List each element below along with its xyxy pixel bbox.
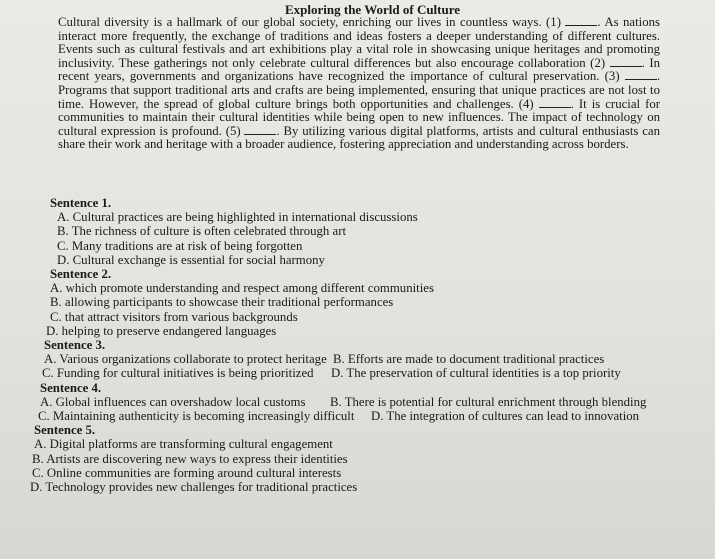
sentence-2-option-c[interactable]: C. that attract visitors from various backgrounds [50, 309, 298, 324]
sentence-2-option-a[interactable]: A. which promote understanding and respect among different communities [50, 281, 434, 296]
sentence-3-option-a[interactable]: A. Various organizations collaborate to protect heritage [44, 352, 327, 367]
blank-4[interactable] [539, 98, 571, 108]
sentence-3-option-c[interactable]: C. Funding for cultural initiatives is being prioritized [42, 366, 314, 381]
blank-1[interactable] [565, 16, 597, 26]
sentence-1-heading: Sentence 1. [50, 196, 112, 210]
sentence-4-heading: Sentence 4. [40, 380, 102, 395]
passage-part-1: Cultural diversity is a hallmark of our global society, enriching our lives in countless ways. (1) [58, 15, 561, 29]
sentence-3-heading: Sentence 3. [44, 338, 106, 353]
sentence-4-option-d[interactable]: D. The integration of cultures can lead to innovation [371, 409, 640, 424]
sentence-2-option-b[interactable]: B. allowing participants to showcase their traditional performances [50, 295, 394, 310]
passage-part-3: . In recent years, governments and organizations have recognized the importance of cultural preservation. (3) [58, 55, 660, 84]
sentence-5-option-d[interactable]: D. Technology provides new challenges for traditional practices [30, 480, 358, 495]
sentence-2-heading: Sentence 2. [50, 267, 112, 282]
passage-part-2: . As nations interact more frequently, the exchange of traditions and ideas fosters a deeper understanding of different cultures. Events such as cultural festivals and art exhibitions play a vital role in showcasing unique heritages and promoting inclusivity. These gatherings not only celebrate cultural differences but also encourage collaboration (2) [58, 15, 660, 70]
sentence-5-option-c[interactable]: C. Online communities are forming around cultural interests [32, 465, 342, 480]
passage-part-6: . By utilizing various digital platforms, artists and cultural enthusiasts can share their work and heritage with a broader audience, fostering appreciation and understanding across borders. [58, 123, 660, 152]
sentence-5-heading: Sentence 5. [34, 423, 96, 438]
sentence-1-option-b[interactable]: B. The richness of culture is often celebrated through art [57, 224, 347, 239]
sentence-4-option-b[interactable]: B. There is potential for cultural enrichment through blending [330, 394, 647, 409]
sentence-4-option-c[interactable]: C. Maintaining authenticity is becoming increasingly difficult [38, 409, 355, 424]
blank-3[interactable] [625, 70, 657, 80]
passage-part-5: . It is crucial for communities to maintain their cultural identities while being open to new influences. The impact of technology on cultural expression is profound. (5) [58, 96, 660, 138]
sentence-1-option-a[interactable]: A. Cultural practices are being highlighted in international discussions [57, 210, 418, 225]
blank-2[interactable] [610, 57, 642, 67]
answer-options [30, 196, 670, 494]
page-title: Exploring the World of Culture [285, 2, 461, 17]
sentence-3-option-d[interactable]: D. The preservation of cultural identities is a top priority [331, 366, 621, 381]
passage-part-4: . Programs that support traditional arts and crafts are being implemented, ensuring that unique practices are not lost to time. However, the spread of global culture brings both opportunities and challenges. (4) [58, 69, 661, 111]
sentence-2-option-d[interactable]: D. helping to preserve endangered languages [46, 323, 277, 338]
sentence-5-option-b[interactable]: B. Artists are discovering new ways to express their identities [32, 451, 348, 466]
reading-passage [58, 16, 660, 152]
sentence-5-option-a[interactable]: A. Digital platforms are transforming cultural engagement [34, 437, 333, 452]
blank-5[interactable] [244, 125, 276, 135]
sentence-1-option-c[interactable]: C. Many traditions are at risk of being forgotten [57, 238, 303, 253]
sentence-1-option-d[interactable]: D. Cultural exchange is essential for social harmony [57, 252, 325, 267]
sentence-3-option-b[interactable]: B. Efforts are made to document traditional practices [333, 352, 605, 367]
sentence-4-option-a[interactable]: A. Global influences can overshadow local customs [40, 394, 306, 409]
